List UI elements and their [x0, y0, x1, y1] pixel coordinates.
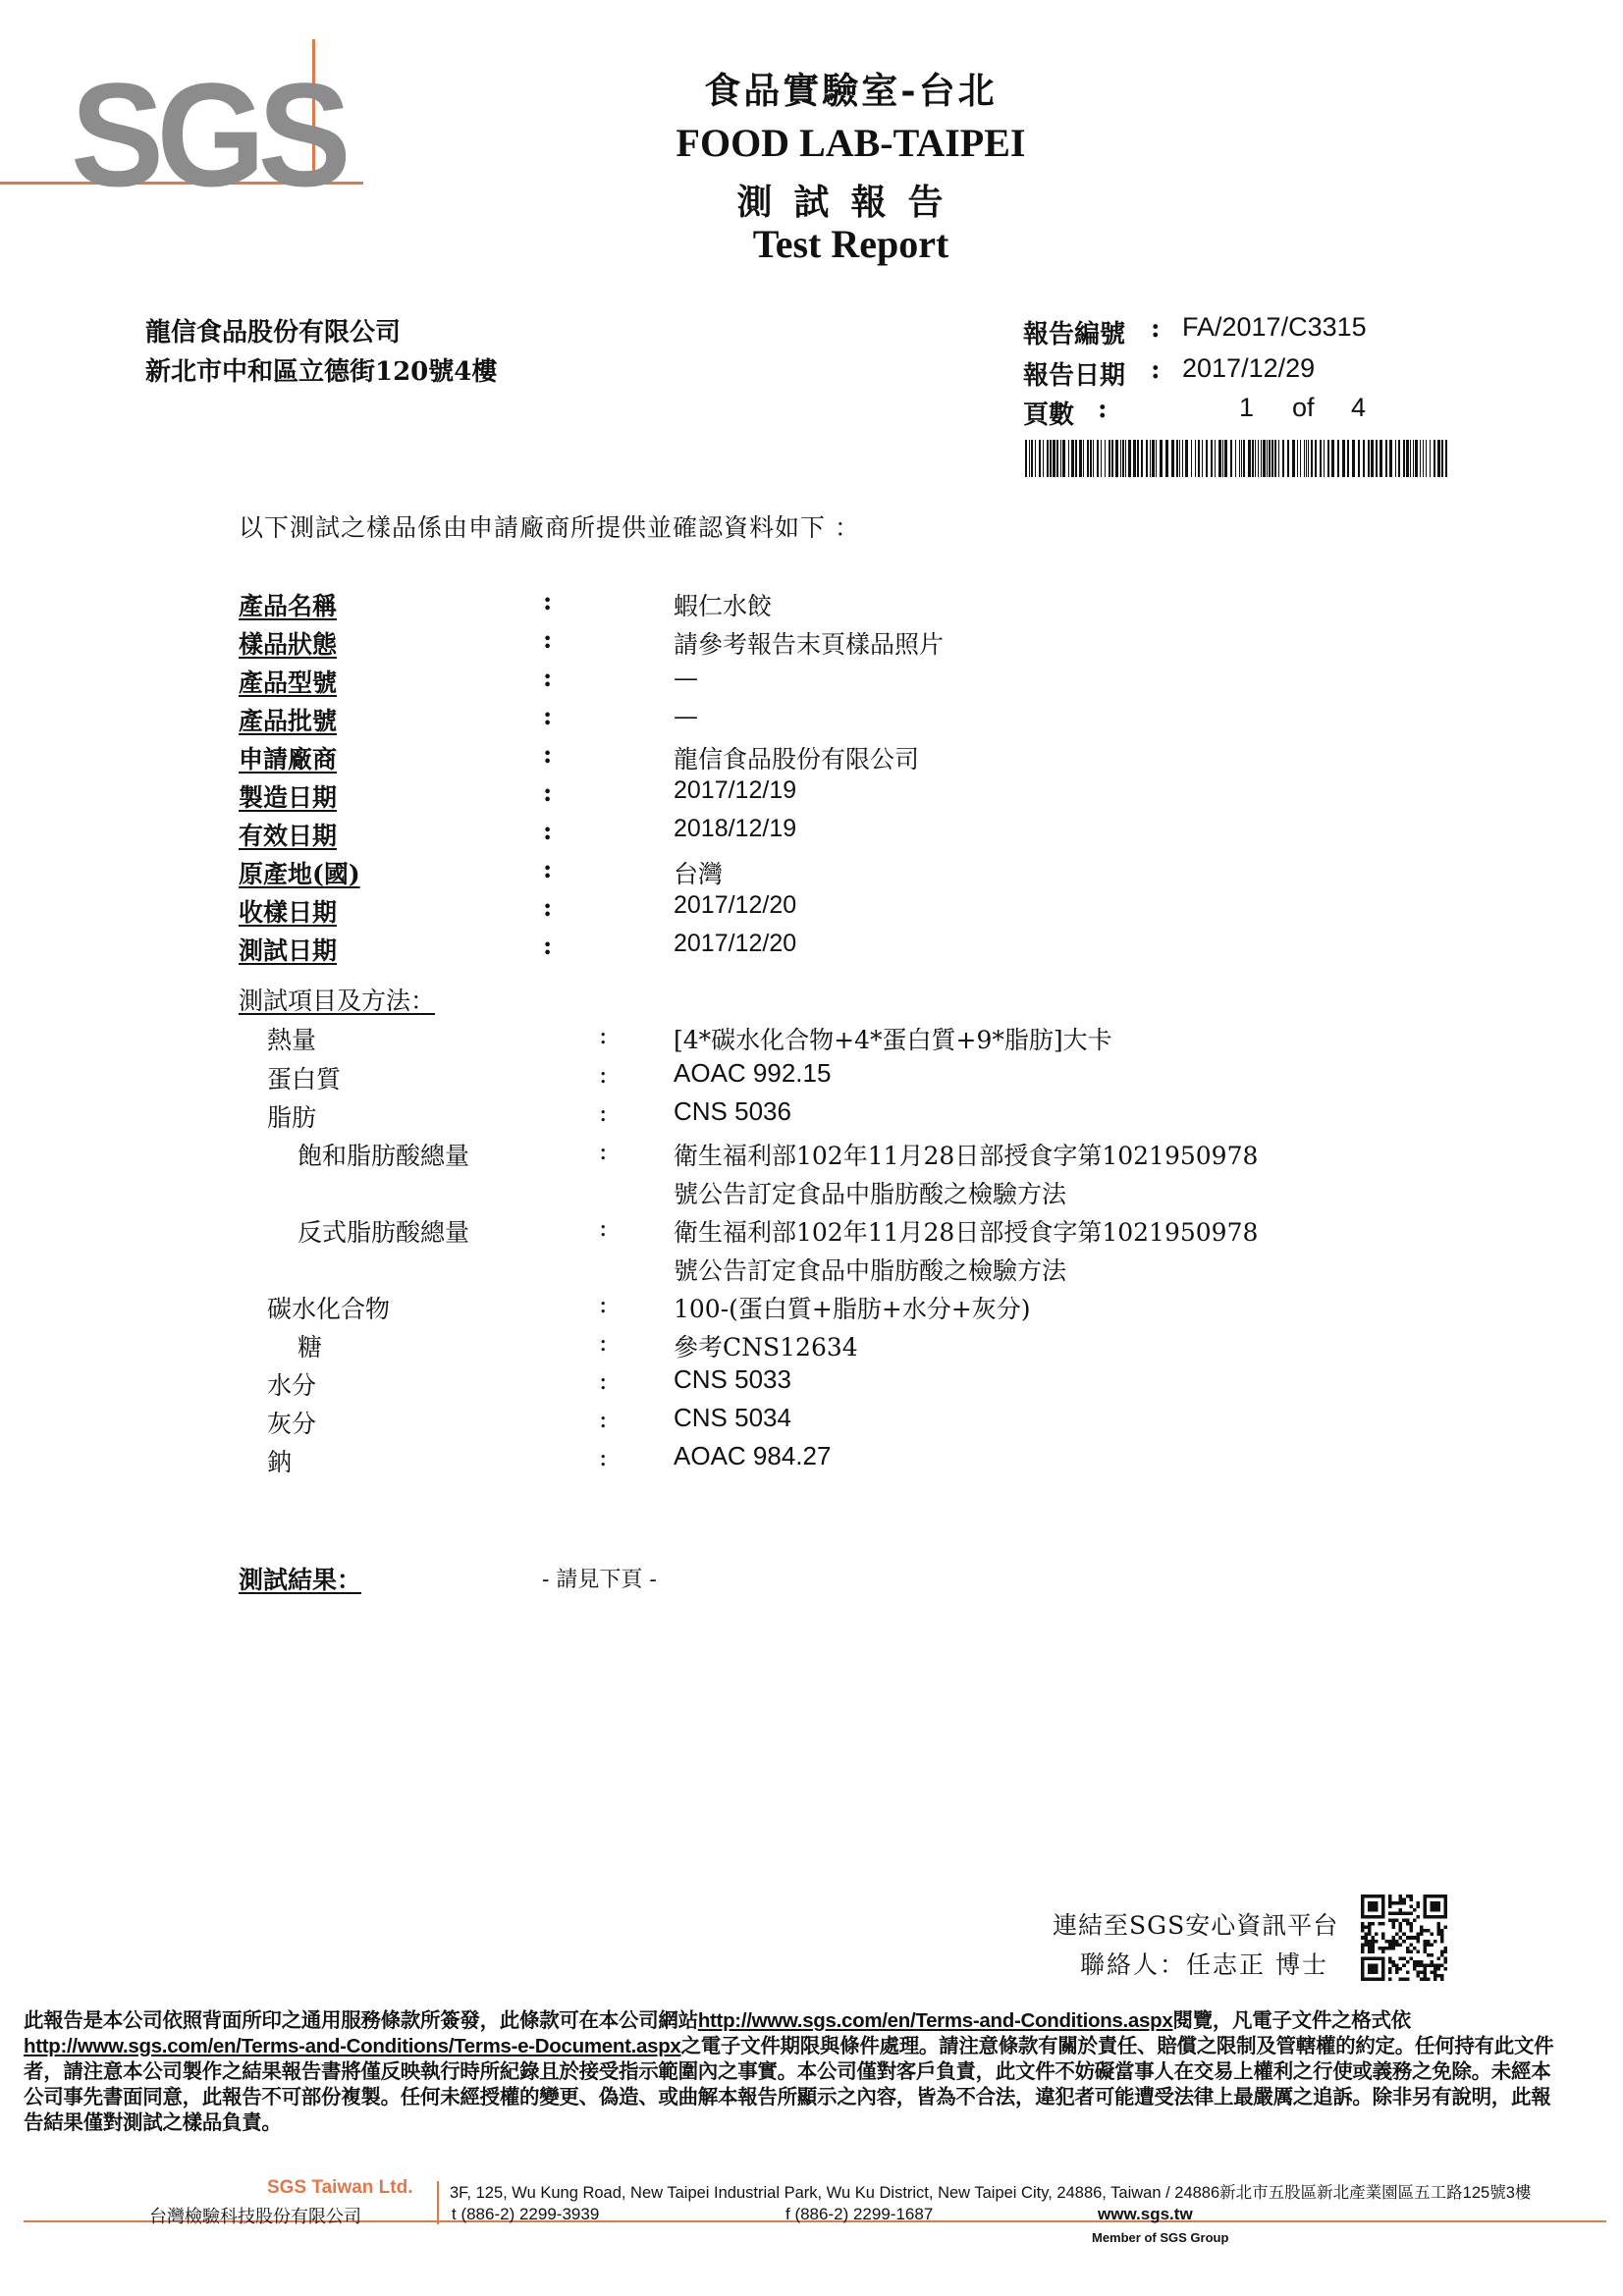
disclaimer-part-1: 此報告是本公司依照背面所印之通用服務條款所簽發，此條款可在本公司網站: [24, 2009, 698, 2032]
manufacture-date-label: 製造日期: [239, 783, 338, 812]
sgs-platform-link-text: 連結至SGS安心資訊平台: [1053, 1911, 1339, 1940]
qr-code-icon[interactable]: [1361, 1895, 1447, 1981]
product-batch: —: [674, 702, 698, 730]
report-number: FA/2017/C3315: [1182, 312, 1367, 342]
product-name-label: 產品名稱: [239, 592, 338, 620]
product-name-colon: :: [543, 587, 553, 615]
method-fat: CNS 5036: [674, 1096, 791, 1126]
product-batch-label: 產品批號: [239, 707, 338, 735]
report-title-en: Test Report: [752, 222, 949, 266]
receive-date-label: 收樣日期: [239, 898, 338, 927]
footer-fax: f (886-2) 2299-1687: [785, 2205, 934, 2223]
method-ash-label: 灰分: [267, 1410, 317, 1438]
manufacture-date-colon: :: [543, 778, 553, 807]
product-model-label: 產品型號: [239, 668, 338, 697]
expiry-date-label: 有效日期: [239, 822, 338, 850]
method-saturated-fat-label: 飽和脂肪酸總量: [298, 1142, 470, 1170]
sample-state: 請參考報告末頁樣品照片: [674, 630, 945, 659]
contact-person: 聯絡人：任志正 博士: [1080, 1950, 1328, 1979]
method-energy-label: 熱量: [267, 1026, 317, 1054]
method-carbohydrate: 100-(蛋白質+脂肪+水分+灰分): [674, 1295, 1031, 1323]
manufacture-date: 2017/12/19: [674, 776, 797, 804]
page-of: of: [1292, 393, 1315, 422]
receive-date: 2017/12/20: [674, 891, 797, 919]
footer-company-zh: 台灣檢驗科技股份有限公司: [149, 2207, 361, 2227]
sample-state-colon: :: [543, 625, 553, 654]
sample-state-label: 樣品狀態: [239, 630, 338, 659]
method-energy: [4*碳水化合物+4*蛋白質+9*脂肪]大卡: [674, 1026, 1112, 1054]
method-carbohydrate-label: 碳水化合物: [267, 1295, 391, 1323]
report-date: 2017/12/29: [1182, 353, 1316, 383]
method-energy-colon: :: [599, 1021, 608, 1049]
method-saturated-fat: 衛生福利部102年11月28日部授食字第1021950978: [674, 1142, 1259, 1170]
pages-label: 頁數: [1023, 400, 1075, 430]
report-date-colon: :: [1151, 355, 1161, 385]
footer-member: Member of SGS Group: [1092, 2230, 1229, 2245]
disclaimer-part-2: 閱覽，凡電子文件之格式依: [1172, 2009, 1411, 2032]
footer-vertical-divider: [437, 2181, 439, 2224]
footer-website[interactable]: www.sgs.tw: [1098, 2205, 1193, 2223]
report-number-label: 報告編號: [1023, 320, 1126, 349]
methods-title: 測試項目及方法：: [239, 987, 436, 1015]
product-model: —: [674, 664, 698, 692]
terms-e-document-link[interactable]: http://www.sgs.com/en/Terms-and-Conditions/Terms-e-Document.aspx: [24, 2035, 681, 2057]
method-moisture: CNS 5033: [674, 1364, 791, 1394]
footer-address: 3F, 125, Wu Kung Road, New Taipei Industrial Park, Wu Ku District, New Taipei City, 24886, Taiwan / 24886新北市五股區新北產業園區五工路125號3樓: [450, 2184, 1532, 2202]
applicant: 龍信食品股份有限公司: [674, 745, 920, 774]
method-trans-fat-label: 反式脂肪酸總量: [298, 1218, 470, 1247]
disclaimer: [24, 2008, 1555, 2136]
test-date-label: 測試日期: [239, 936, 338, 965]
method-sodium-label: 鈉: [267, 1448, 293, 1476]
method-ash: CNS 5034: [674, 1403, 791, 1432]
logo-text: SGS: [71, 52, 345, 217]
title-en: FOOD LAB-TAIPEI: [676, 121, 1026, 165]
method-moisture-label: 水分: [267, 1371, 317, 1400]
origin-colon: :: [543, 855, 553, 883]
results-label: 測試結果：: [239, 1566, 362, 1594]
results-value: - 請見下頁 -: [542, 1568, 657, 1592]
method-fat-label: 脂肪: [267, 1103, 317, 1132]
method-fat-colon: :: [599, 1098, 608, 1127]
method-saturated-fat-cont: 號公告訂定食品中脂肪酸之檢驗方法: [674, 1180, 1067, 1208]
method-protein: AOAC 992.15: [674, 1058, 832, 1088]
test-date-colon: :: [543, 932, 553, 960]
method-sugar-colon: :: [599, 1328, 608, 1357]
pages-colon: :: [1098, 395, 1108, 424]
barcode-graphic: [1025, 440, 1447, 477]
method-sugar: 參考CNS12634: [674, 1333, 858, 1362]
receive-date-colon: :: [543, 893, 553, 922]
footer-telephone: t (886-2) 2299-3939: [452, 2205, 600, 2223]
test-date: 2017/12/20: [674, 930, 797, 957]
report-number-colon: :: [1151, 314, 1161, 344]
expiry-date: 2018/12/19: [674, 815, 797, 842]
report-date-label: 報告日期: [1023, 361, 1126, 391]
method-trans-fat: 衛生福利部102年11月28日部授食字第1021950978: [674, 1218, 1259, 1247]
method-saturated-fat-colon: :: [599, 1137, 608, 1165]
applicant-label: 申請廠商: [239, 745, 338, 774]
product-batch-colon: :: [543, 702, 553, 730]
disclaimer-part-3: 之電子文件期限與條件處理。請注意條款有關於責任、賠償之限制及管轄權的約定。任何持有此文件者，請注意本公司製作之結果報告書將僅反映執行時所紀錄且於接受指示範圍內之事實。本公司僅對客戶負責，此文件不妨礙當事人在交易上權利之行使或義務之免除。未經本公司事先書面同意，此報告不可部份複製。任何未經授權的變更、偽造、或曲解本報告所顯示之內容，皆為不合法，違犯者可能遭受法律上最嚴厲之追訴。除非另有說明，此報告結果僅對測試之樣品負責。: [24, 2035, 1554, 2134]
method-trans-fat-cont: 號公告訂定食品中脂肪酸之檢驗方法: [674, 1256, 1067, 1285]
intro-text: 以下測試之樣品係由申請廠商所提供並確認資料如下 ：: [239, 513, 860, 542]
method-sodium: AOAC 984.27: [674, 1441, 832, 1470]
origin: 台灣: [674, 860, 724, 888]
client-name: 龍信食品股份有限公司: [145, 318, 402, 347]
method-carbohydrate-colon: :: [599, 1290, 608, 1318]
title-zh: 食品實驗室-台北: [704, 69, 998, 112]
product-model-colon: :: [543, 664, 553, 692]
page-current: 1: [1239, 393, 1255, 422]
method-protein-colon: :: [599, 1060, 608, 1089]
method-moisture-colon: :: [599, 1366, 608, 1395]
origin-label: 原產地(國): [239, 860, 360, 888]
page-total: 4: [1351, 393, 1367, 422]
product-name: 蝦仁水餃: [674, 592, 773, 620]
method-ash-colon: :: [599, 1405, 608, 1433]
client-address: 新北市中和區立德街120號4樓: [145, 357, 498, 387]
method-trans-fat-colon: :: [599, 1213, 608, 1242]
report-title-zh: 測試報告: [736, 182, 965, 223]
expiry-date-colon: :: [543, 817, 553, 845]
terms-conditions-link[interactable]: http://www.sgs.com/en/Terms-and-Conditions.aspx: [697, 2009, 1173, 2032]
footer-company-en: SGS Taiwan Ltd.: [267, 2177, 413, 2198]
method-sodium-colon: :: [599, 1443, 608, 1471]
applicant-colon: :: [543, 740, 553, 769]
method-sugar-label: 糖: [298, 1333, 323, 1362]
method-protein-label: 蛋白質: [267, 1065, 342, 1094]
